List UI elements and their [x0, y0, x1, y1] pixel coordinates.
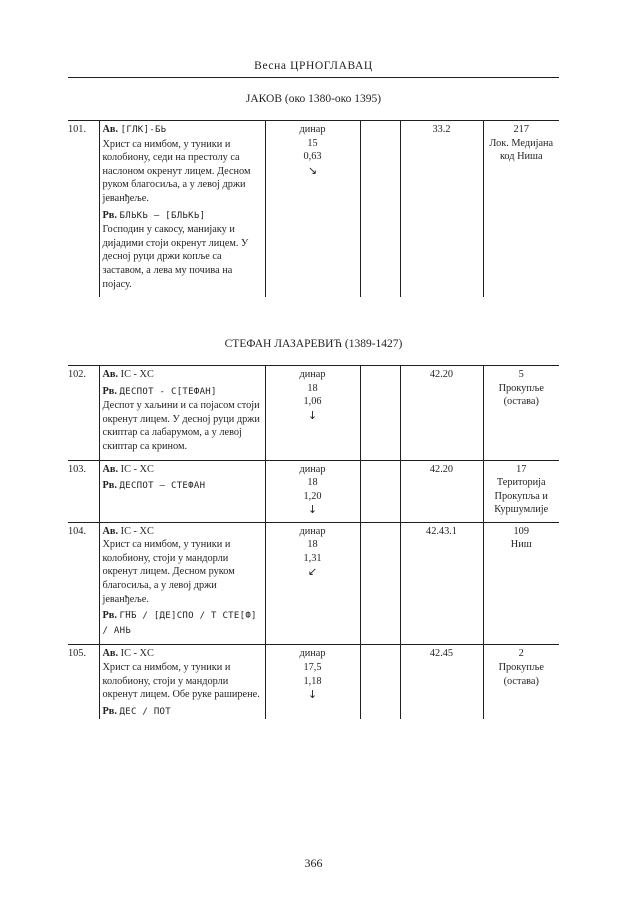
find-number: 109 [513, 525, 529, 537]
reverse-block [103, 479, 262, 494]
diameter: 18 [307, 477, 318, 489]
type-number: 42.43.1 [400, 522, 483, 645]
reverse-legend: ДЕС / ПОТ [119, 706, 171, 717]
reverse-label: Рв. [102, 385, 117, 397]
coin-description [99, 522, 265, 645]
obverse-label: Ав. [102, 369, 119, 380]
obverse-label: Ав. [102, 124, 119, 135]
obverse-label: Ав. [102, 463, 119, 475]
die-axis-arrow: ↘ [307, 163, 318, 177]
obverse-legend: [ГЛК]-БЬ [120, 125, 167, 135]
coin-description [99, 366, 265, 461]
page-number: 366 [304, 856, 323, 870]
reverse-label: Рв. [102, 705, 117, 717]
reverse-label: Рв. [102, 610, 117, 622]
reverse-label: Рв. [102, 209, 117, 221]
denomination: динар [299, 369, 326, 380]
denomination: динар [299, 463, 326, 475]
coin-row [68, 522, 559, 645]
find-place: Лок. Медијана код Ниша [489, 137, 554, 163]
denomination: динар [299, 648, 326, 660]
die-axis-arrow: ↓ [307, 688, 318, 702]
find-cell [483, 645, 559, 719]
find-place: Територија Прокупља и Куршумлије [494, 477, 549, 516]
obverse-label: Ав. [102, 525, 119, 537]
type-number: 42.45 [400, 645, 483, 719]
coin-row [68, 460, 559, 522]
diameter: 18 [307, 539, 318, 551]
catalog-number: 104. [68, 522, 99, 645]
obverse-description: Христ са нимбом, у туники и колобиону, стоји у мандорли окренут лицем. Обе руке раширене. [102, 661, 260, 701]
reference-cell [360, 121, 400, 298]
weight: 0,63 [303, 151, 322, 163]
reverse-label: Рв. [102, 480, 117, 492]
reverse-legend: Г̅Н̅Ь / [ДЕ]СПО / Т СТЕ[Ф] / АНЬ [102, 611, 257, 636]
obverse-legend: IC - XC [120, 369, 154, 380]
coin-row [68, 366, 559, 461]
section-title-jakov: ЈАКОВ (око 1380-око 1395) [245, 93, 382, 105]
die-axis-arrow: ↓ [307, 408, 318, 422]
coin-metrology [265, 366, 360, 461]
coin-table-jakov [68, 120, 559, 297]
reverse-block [103, 609, 262, 638]
find-cell [483, 121, 559, 298]
obverse-block [103, 463, 262, 477]
obverse-block [103, 123, 262, 206]
running-header: Весна ЦРНОГЛАВАЦ [254, 60, 373, 72]
type-number: 42.20 [400, 366, 483, 461]
obverse-block [103, 647, 262, 701]
find-cell [483, 366, 559, 461]
reference-cell [360, 366, 400, 461]
reverse-block [103, 209, 262, 292]
reverse-description: Деспот у хаљини и са појасом стоји окренут лицем. У десној руци држи скиптар са лабарумом, а у левој скиптар са крином. [102, 400, 260, 452]
reverse-block [103, 385, 262, 454]
coin-description [99, 645, 265, 719]
find-number: 2 [518, 648, 524, 660]
diameter: 17,5 [303, 661, 322, 673]
find-cell [483, 460, 559, 522]
reverse-legend: ДЕСПОТ - С[ТЕФАН] [119, 386, 217, 397]
coin-table-stefan [68, 365, 559, 719]
reverse-block [103, 705, 262, 720]
obverse-block [103, 525, 262, 607]
coin-metrology [265, 121, 360, 298]
weight: 1,06 [303, 396, 322, 408]
coin-description [99, 121, 265, 298]
weight: 1,18 [303, 675, 322, 687]
catalog-number: 102. [68, 366, 99, 461]
section-title-stefan: СТЕФАН ЛАЗАРЕВИЋ (1389-1427) [224, 338, 403, 350]
die-axis-arrow: ↙ [307, 565, 318, 579]
reference-cell [360, 645, 400, 719]
coin-row [68, 121, 559, 298]
find-number: 17 [516, 463, 527, 475]
find-place: Прокупље (остава) [498, 661, 544, 687]
catalog-number: 103. [68, 460, 99, 522]
catalog-number: 101. [68, 121, 99, 298]
weight: 1,20 [303, 490, 322, 502]
obverse-legend: IC - XC [120, 648, 154, 660]
find-cell [483, 522, 559, 645]
type-number: 33.2 [400, 121, 483, 298]
find-number: 217 [513, 124, 529, 135]
diameter: 18 [307, 382, 318, 394]
catalog-number: 105. [68, 645, 99, 719]
coin-metrology [265, 522, 360, 645]
obverse-legend: IC - XC [120, 463, 154, 475]
die-axis-arrow: ↓ [307, 503, 318, 517]
find-place: Ниш [510, 539, 532, 551]
header-rule [68, 77, 559, 78]
obverse-description: Христ са нимбом, у туники и колобиону, стоји у мандорли окренут лицем. Десном руком благосиља, а у левој држи јеванђеље. [102, 539, 235, 605]
reverse-description: Господин у сакосу, манијаку и дијадими стоји окренут лицем. У десној руци држи копље са заставом, а лева му почива на појасу. [102, 224, 249, 290]
weight: 1,31 [303, 552, 322, 564]
obverse-block [103, 368, 262, 382]
obverse-label: Ав. [102, 648, 119, 660]
reference-cell [360, 522, 400, 645]
reverse-legend: БЛЬКЬ – [БЛЬКЬ] [119, 210, 206, 221]
reverse-legend: ДЕСПОТ – СТЕФАН [119, 481, 206, 492]
obverse-legend: IC - XC [120, 525, 154, 537]
coin-row [68, 645, 559, 719]
obverse-description: Христ са нимбом, у туники и колобиону, седи на престолу са наслоном окренут лицем. Десном руком благосиља, а у левој држи јеванђеље. [102, 138, 251, 204]
find-number: 5 [518, 369, 524, 380]
find-place: Прокупље (остава) [498, 382, 544, 408]
coin-metrology [265, 460, 360, 522]
denomination: динар [299, 124, 326, 135]
coin-description [99, 460, 265, 522]
denomination: динар [299, 525, 326, 537]
diameter: 15 [307, 137, 318, 149]
type-number: 42.20 [400, 460, 483, 522]
coin-metrology [265, 645, 360, 719]
reference-cell [360, 460, 400, 522]
